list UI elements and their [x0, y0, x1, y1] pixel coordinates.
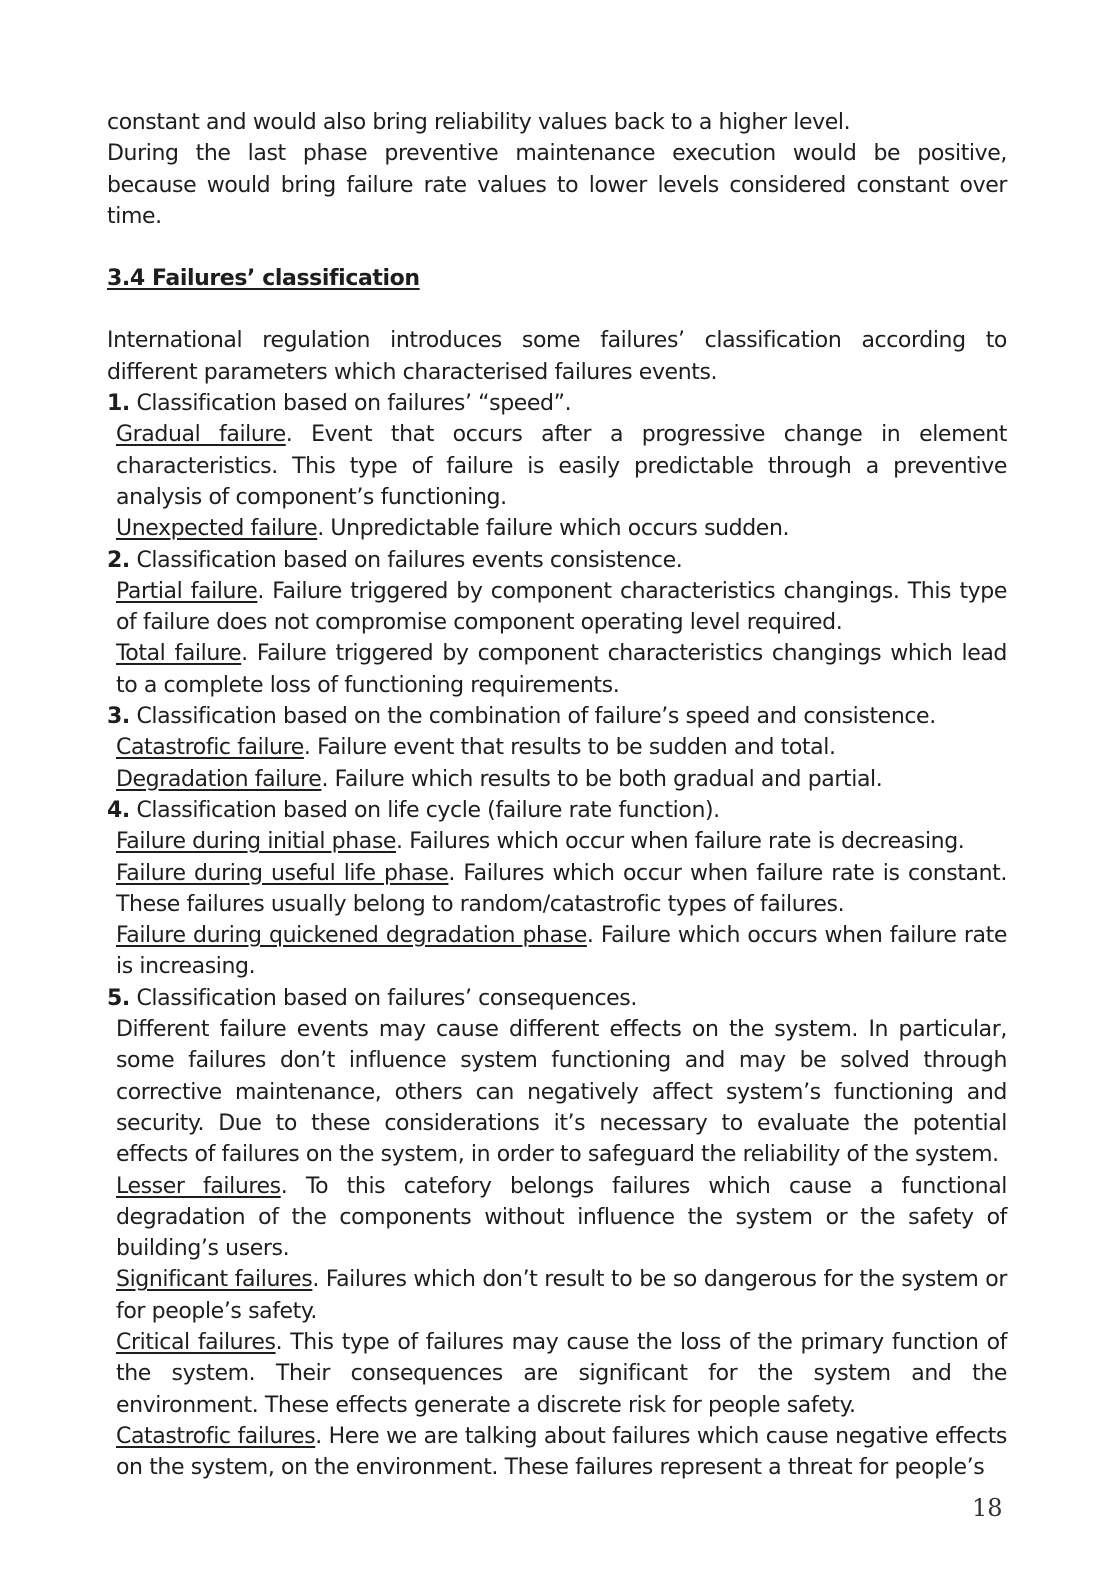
significant-failures-item	[107, 1264, 1007, 1327]
class-4-text: Classification based on life cycle (failure rate function).	[136, 797, 720, 823]
degradation-failure-item	[107, 764, 1007, 795]
catastrofic-failures-desc: . Here we are talking about failures which cause negative effects on the system, on the environment. These failures represent a threat for people’s	[116, 1423, 1007, 1481]
lesser-failures-term: Lesser failures	[116, 1173, 281, 1199]
lead-paragraph: International regulation introduces some failures’ classification according to different parameters which characterised failures events.	[107, 328, 1007, 385]
significant-failures-desc: . Failures which don’t result to be so dangerous for the system or for people’s safety.	[116, 1267, 1007, 1324]
class-1-number: 1.	[107, 391, 130, 417]
total-failure-desc: . Failure triggered by component characteristics changings which lead to a complete loss of functioning requirements.	[116, 641, 1007, 698]
unexpected-failure-desc: . Unpredictable failure which occurs sudden.	[317, 516, 790, 542]
class-2-title	[107, 545, 1007, 576]
partial-failure-term: Partial failure	[116, 578, 258, 604]
page-number: 18	[972, 1494, 1003, 1522]
partial-failure-desc: . Failure triggered by component characteristics changings. This type of failure does not compromise component operating level required.	[116, 578, 1008, 636]
initial-phase-term: Failure during initial phase	[116, 829, 397, 855]
class-1-title	[107, 388, 1007, 419]
class-5-number: 5.	[107, 985, 130, 1011]
unexpected-failure-item	[107, 513, 1007, 544]
catastrofic-failure-term: Catastrofic failure	[116, 735, 304, 761]
gradual-failure-term: Gradual failure	[116, 422, 286, 448]
quickened-degradation-term: Failure during quickened degradation phase	[116, 923, 587, 949]
catastrofic-failures-item	[107, 1421, 1007, 1484]
useful-life-term: Failure during useful life phase	[116, 860, 449, 886]
unexpected-failure-term: Unexpected failure	[116, 516, 318, 542]
body-text	[107, 107, 1007, 1483]
initial-phase-item	[107, 826, 1007, 857]
catastrofic-failure-desc: . Failure event that results to be sudden and total.	[303, 735, 836, 761]
class-2-number: 2.	[107, 547, 130, 573]
useful-life-desc: . Failures which occur when failure rate is constant. These failures usually belong to random/catastrofic types of failures.	[116, 860, 1007, 917]
quickened-degradation-item	[107, 920, 1007, 983]
class-3-title	[107, 701, 1007, 732]
critical-failures-item	[107, 1327, 1007, 1421]
class-3-number: 3.	[107, 704, 130, 730]
gradual-failure-desc: . Event that occurs after a progressive change in element characteristics. This type of failure is easily predictable through a preventive analysis of component’s functioning.	[116, 422, 1008, 510]
degradation-failure-term: Degradation failure	[116, 766, 322, 792]
class-5-title	[107, 983, 1007, 1014]
quickened-degradation-desc: . Failure which occurs when failure rate is increasing.	[116, 923, 1008, 980]
class-4-number: 4.	[107, 797, 130, 823]
class-2-text: Classification based on failures events consistence.	[136, 547, 683, 573]
degradation-failure-desc: . Failure which results to be both gradual and partial.	[321, 766, 883, 792]
total-failure-term: Total failure	[116, 641, 242, 667]
critical-failures-term: Critical failures	[116, 1329, 276, 1355]
useful-life-item	[107, 858, 1007, 921]
intro-line-2: During the last phase preventive maintenance execution would be positive, because would bring failure rate values to lower levels considered constant over time.	[107, 141, 1007, 229]
initial-phase-desc: . Failures which occur when failure rate is decreasing.	[396, 829, 965, 855]
section-heading: 3.4 Failures’ classification	[107, 266, 420, 292]
partial-failure-item	[107, 576, 1007, 639]
class-1-text: Classification based on failures’ “speed”.	[136, 391, 572, 417]
class-4-title	[107, 795, 1007, 826]
class-5-text: Classification based on failures’ consequences.	[136, 985, 637, 1011]
catastrofic-failures-term: Catastrofic failures	[116, 1423, 316, 1449]
lesser-failures-item	[107, 1171, 1007, 1265]
class-5-body: Different failure events may cause different effects on the system. In particular, some failures don’t influence system functioning and may be solved through corrective maintenance, others can negatively affect system’s functioning and security. Due to these considerations it’s necessary to evaluate the potential effects of failures on the system, in order to safeguard the reliability of the system.	[116, 1017, 1007, 1168]
total-failure-item	[107, 638, 1007, 701]
lesser-failures-desc: . To this catefory belongs failures which cause a functional degradation of the components without influence the system or the safety of building’s users.	[116, 1173, 1007, 1262]
catastrofic-failure-item	[107, 732, 1007, 763]
gradual-failure-item	[107, 419, 1007, 513]
intro-line-1: constant and would also bring reliability values back to a higher level.	[107, 110, 851, 135]
critical-failures-desc: . This type of failures may cause the loss of the primary function of the system. Their consequences are significant for the system and the environment. These effects generate a discrete risk for people safety.	[116, 1329, 1008, 1418]
class-3-text: Classification based on the combination of failure’s speed and consistence.	[136, 704, 936, 730]
significant-failures-term: Significant failures	[116, 1267, 313, 1293]
